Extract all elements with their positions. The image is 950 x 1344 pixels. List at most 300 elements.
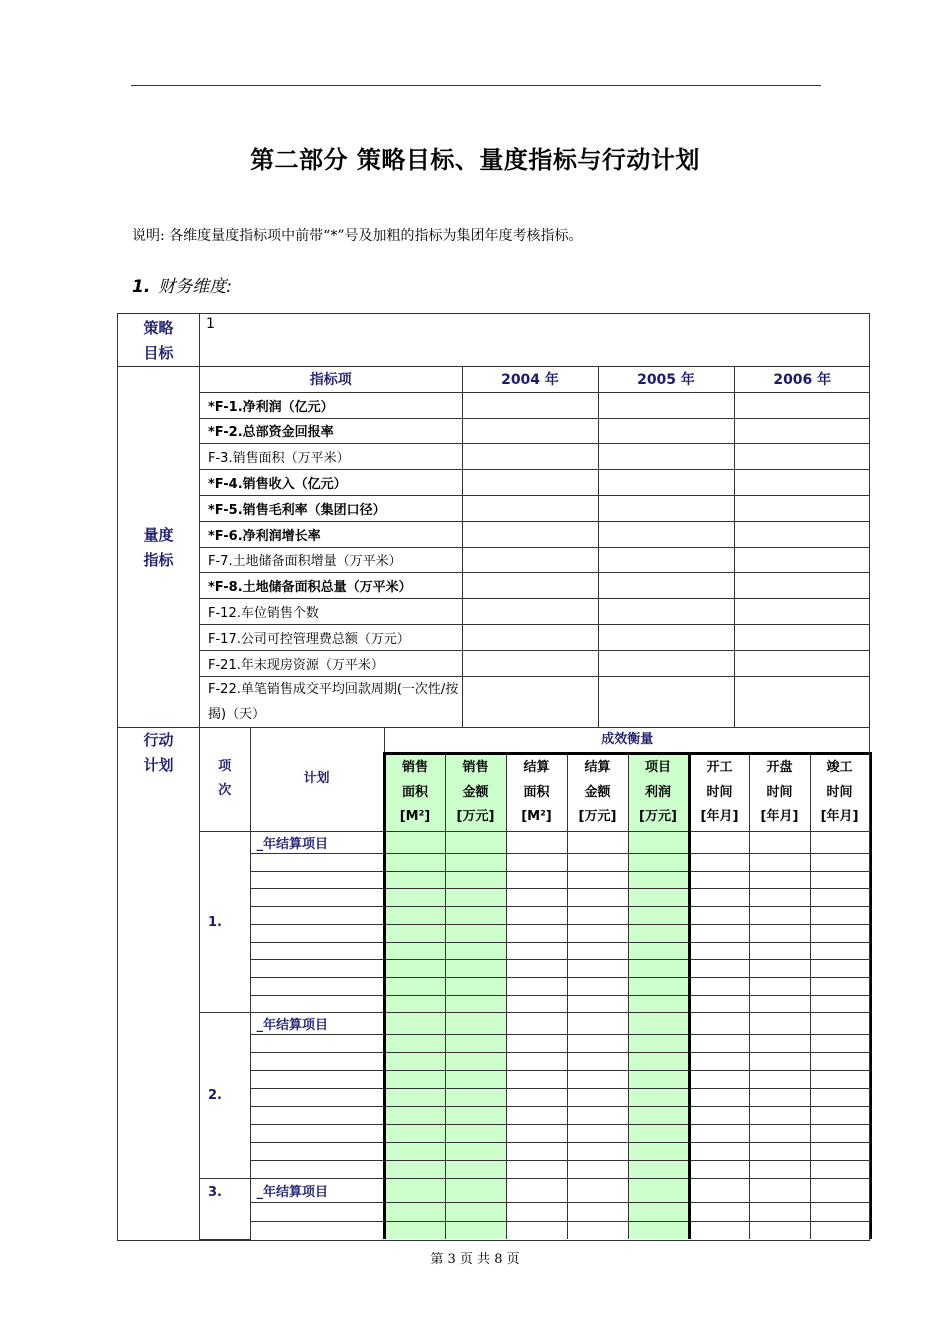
measure-cell[interactable]	[689, 871, 749, 889]
goal-value[interactable]: 1	[200, 314, 870, 367]
measure-cell[interactable]	[506, 1161, 567, 1179]
measure-cell[interactable]	[628, 942, 689, 960]
measure-cell[interactable]	[445, 871, 506, 889]
action-row	[200, 1161, 870, 1179]
action-row	[200, 924, 870, 942]
metric-row	[200, 521, 870, 547]
metric-cell[interactable]	[734, 573, 870, 599]
plan-cell[interactable]	[250, 1161, 384, 1179]
metric-row	[200, 392, 870, 418]
measure-cell[interactable]	[384, 1089, 445, 1107]
measure-cell[interactable]	[445, 1161, 506, 1179]
measure-cell[interactable]	[384, 1107, 445, 1125]
measure-cell[interactable]	[384, 1013, 445, 1035]
item-header-l2: 次	[218, 783, 232, 799]
measure-cell[interactable]	[445, 977, 506, 995]
measure-cell[interactable]	[810, 1125, 870, 1143]
measure-cell[interactable]	[384, 960, 445, 978]
measure-header-line: [年月]	[760, 809, 799, 825]
metric-cell[interactable]	[462, 521, 598, 547]
measure-cell[interactable]	[506, 1053, 567, 1071]
plan-cell[interactable]	[250, 1089, 384, 1107]
measure-cell[interactable]	[384, 1071, 445, 1089]
measure-cell[interactable]	[567, 1179, 628, 1203]
action-row	[200, 889, 870, 907]
measure-cell[interactable]	[506, 1221, 567, 1239]
measure-cell[interactable]	[567, 924, 628, 942]
measure-cell[interactable]	[810, 832, 870, 854]
measure-cell[interactable]	[810, 1179, 870, 1203]
measure-cell[interactable]	[628, 871, 689, 889]
measure-cell[interactable]	[628, 907, 689, 925]
measure-cell[interactable]	[445, 1013, 506, 1035]
metric-row	[200, 676, 870, 727]
measure-cell[interactable]	[445, 924, 506, 942]
plan-cell[interactable]	[250, 871, 384, 889]
measure-cell[interactable]	[567, 871, 628, 889]
plan-cell[interactable]	[250, 1107, 384, 1125]
measure-header	[506, 754, 567, 832]
measure-cell[interactable]	[384, 977, 445, 995]
plan-cell[interactable]	[250, 1035, 384, 1053]
metric-label: F-22.单笔销售成交平均回款周期(一次性/按揭)（天）	[200, 676, 462, 727]
action-label-l1: 行动	[143, 730, 174, 749]
measure-cell[interactable]	[689, 1203, 749, 1221]
measure-cell[interactable]	[445, 995, 506, 1013]
measure-cell[interactable]	[810, 1053, 870, 1071]
measure-cell[interactable]	[810, 1035, 870, 1053]
measure-cell[interactable]	[567, 907, 628, 925]
measure-cell[interactable]	[567, 832, 628, 854]
measure-cell[interactable]	[628, 1035, 689, 1053]
measure-cell[interactable]	[689, 942, 749, 960]
measure-cell[interactable]	[749, 832, 810, 854]
plan-title[interactable]: _年结算项目	[250, 1013, 384, 1035]
metric-cell[interactable]	[598, 573, 734, 599]
measure-header	[749, 754, 810, 832]
metric-cell[interactable]	[462, 444, 598, 470]
metric-cell[interactable]	[462, 624, 598, 650]
measure-cell[interactable]	[689, 1161, 749, 1179]
measure-header-line: 结算	[584, 760, 611, 776]
measure-cell[interactable]	[384, 1179, 445, 1203]
measure-header-line: [年月]	[820, 809, 859, 825]
metric-cell[interactable]	[598, 444, 734, 470]
metric-cell[interactable]	[462, 573, 598, 599]
measure-cell[interactable]	[689, 854, 749, 872]
measure-cell[interactable]	[384, 924, 445, 942]
measure-cell[interactable]	[384, 871, 445, 889]
measure-cell[interactable]	[445, 1035, 506, 1053]
measure-cell[interactable]	[810, 1107, 870, 1125]
measure-cell[interactable]	[384, 832, 445, 854]
measure-cell[interactable]	[628, 1013, 689, 1035]
measure-cell[interactable]	[506, 1013, 567, 1035]
measure-header-line: 结算	[523, 760, 550, 776]
measure-cell[interactable]	[689, 1221, 749, 1239]
measure-cell[interactable]	[749, 1107, 810, 1125]
metric-cell[interactable]	[598, 624, 734, 650]
metric-cell[interactable]	[734, 444, 870, 470]
measure-cell[interactable]	[749, 1053, 810, 1071]
measure-cell[interactable]	[445, 1071, 506, 1089]
measure-cell[interactable]	[689, 924, 749, 942]
measure-cell[interactable]	[384, 854, 445, 872]
measure-header-line: 项目	[644, 760, 671, 776]
metric-cell[interactable]	[734, 418, 870, 444]
measure-cell[interactable]	[628, 977, 689, 995]
metric-cell[interactable]	[734, 599, 870, 625]
metric-cell[interactable]	[734, 495, 870, 521]
measure-cell[interactable]	[506, 1125, 567, 1143]
measure-cell[interactable]	[384, 995, 445, 1013]
measure-cell[interactable]	[749, 871, 810, 889]
metric-cell[interactable]	[462, 418, 598, 444]
measure-cell[interactable]	[384, 1143, 445, 1161]
measure-cell[interactable]	[749, 907, 810, 925]
metric-row	[200, 418, 870, 444]
action-row	[200, 1125, 870, 1143]
measure-cell[interactable]	[628, 924, 689, 942]
metric-cell[interactable]	[598, 521, 734, 547]
measure-cell[interactable]	[628, 1143, 689, 1161]
metric-cell[interactable]	[734, 470, 870, 496]
plan-cell[interactable]	[250, 1071, 384, 1089]
action-row	[200, 942, 870, 960]
plan-cell[interactable]	[250, 942, 384, 960]
measure-header	[384, 754, 445, 832]
measure-cell[interactable]	[810, 889, 870, 907]
measure-cell[interactable]	[506, 977, 567, 995]
plan-cell[interactable]	[250, 1143, 384, 1161]
measure-cell[interactable]	[749, 1071, 810, 1089]
measure-cell[interactable]	[749, 1013, 810, 1035]
measure-cell[interactable]	[628, 854, 689, 872]
action-row	[200, 1089, 870, 1107]
measure-cell[interactable]	[628, 1071, 689, 1089]
action-table	[200, 728, 872, 1240]
measure-cell[interactable]	[749, 977, 810, 995]
measure-cell[interactable]	[810, 1221, 870, 1239]
measure-cell[interactable]	[689, 832, 749, 854]
metric-row	[200, 495, 870, 521]
metric-label: F-7.土地储备面积增量（万平米）	[200, 547, 462, 573]
measure-header-line: 开盘	[766, 760, 793, 776]
action-row	[200, 832, 870, 854]
metrics-label-l2: 指标	[143, 550, 174, 569]
metric-cell[interactable]	[462, 650, 598, 676]
measure-cell[interactable]	[567, 1089, 628, 1107]
metric-cell[interactable]	[598, 599, 734, 625]
measure-cell[interactable]	[506, 832, 567, 854]
action-row	[200, 995, 870, 1013]
action-label	[118, 727, 200, 1240]
measure-cell[interactable]	[567, 1221, 628, 1239]
measure-cell[interactable]	[384, 907, 445, 925]
note-text: 说明: 各维度量度指标项中前带“*”号及加粗的指标为集团年度考核指标。	[132, 228, 583, 244]
measure-cell[interactable]	[810, 1089, 870, 1107]
measure-cell[interactable]	[689, 1071, 749, 1089]
plan-cell[interactable]	[250, 889, 384, 907]
measure-cell[interactable]	[567, 1203, 628, 1221]
measure-cell[interactable]	[810, 1203, 870, 1221]
measure-cell[interactable]	[445, 854, 506, 872]
metric-cell[interactable]	[462, 547, 598, 573]
header-rule	[131, 85, 821, 86]
measure-cell[interactable]	[749, 1161, 810, 1179]
measure-cell[interactable]	[749, 1125, 810, 1143]
action-row	[200, 1203, 870, 1221]
measure-header-line: 销售	[401, 760, 428, 776]
measure-cell[interactable]	[749, 1203, 810, 1221]
metric-label: F-3.销售面积（万平米）	[200, 444, 462, 470]
measure-cell[interactable]	[506, 995, 567, 1013]
measure-cell[interactable]	[445, 907, 506, 925]
metric-row	[200, 444, 870, 470]
section-title: 财务维度:	[158, 277, 233, 297]
metric-cell[interactable]	[462, 495, 598, 521]
measure-cell[interactable]	[506, 1143, 567, 1161]
plan-cell[interactable]	[250, 854, 384, 872]
measure-cell[interactable]	[567, 1143, 628, 1161]
plan-title[interactable]: _年结算项目	[250, 832, 384, 854]
item-header	[200, 728, 250, 832]
measure-cell[interactable]	[445, 1089, 506, 1107]
measure-cell[interactable]	[445, 1125, 506, 1143]
action-row	[200, 871, 870, 889]
measure-cell[interactable]	[445, 960, 506, 978]
measure-cell[interactable]	[445, 1107, 506, 1125]
plan-cell[interactable]	[250, 1053, 384, 1071]
measure-cell[interactable]	[445, 832, 506, 854]
metric-cell[interactable]	[462, 470, 598, 496]
measure-header	[567, 754, 628, 832]
measure-cell[interactable]	[384, 1125, 445, 1143]
measure-cell[interactable]	[628, 1125, 689, 1143]
measure-cell[interactable]	[628, 1107, 689, 1125]
measure-cell[interactable]	[384, 1221, 445, 1239]
plan-cell[interactable]	[250, 1203, 384, 1221]
page-footer: 第 3 页 共 8 页	[430, 1252, 520, 1267]
measure-cell[interactable]	[506, 1089, 567, 1107]
measure-cell[interactable]	[628, 1053, 689, 1071]
measure-cell[interactable]	[567, 942, 628, 960]
section-number: 1.	[132, 277, 151, 297]
metric-label: *F-6.净利润增长率	[200, 521, 462, 547]
measure-cell[interactable]	[445, 1221, 506, 1239]
metric-row	[200, 650, 870, 676]
measure-header-line: 时间	[706, 784, 733, 800]
metric-cell[interactable]	[598, 495, 734, 521]
measure-cell[interactable]	[810, 995, 870, 1013]
measure-cell[interactable]	[445, 889, 506, 907]
metric-row	[200, 599, 870, 625]
measure-cell[interactable]	[749, 1179, 810, 1203]
metric-cell[interactable]	[598, 418, 734, 444]
metric-label: *F-1.净利润（亿元）	[200, 392, 462, 418]
measure-cell[interactable]	[384, 1161, 445, 1179]
measure-cell[interactable]	[567, 1161, 628, 1179]
measure-cell[interactable]	[628, 889, 689, 907]
metric-cell[interactable]	[734, 650, 870, 676]
measure-cell[interactable]	[506, 1107, 567, 1125]
measure-cell[interactable]	[749, 942, 810, 960]
measure-cell[interactable]	[567, 1071, 628, 1089]
metric-cell[interactable]	[462, 676, 598, 727]
measure-cell[interactable]	[506, 889, 567, 907]
measure-cell[interactable]	[810, 1071, 870, 1089]
measure-cell[interactable]	[567, 1107, 628, 1125]
measure-header	[810, 754, 870, 832]
measure-cell[interactable]	[628, 995, 689, 1013]
measure-cell[interactable]	[506, 942, 567, 960]
measure-cell[interactable]	[506, 1179, 567, 1203]
metric-cell[interactable]	[462, 599, 598, 625]
measure-cell[interactable]	[445, 1053, 506, 1071]
measure-cell[interactable]	[567, 1035, 628, 1053]
measure-cell[interactable]	[384, 1053, 445, 1071]
plan-cell[interactable]	[250, 924, 384, 942]
measure-cell[interactable]	[628, 1221, 689, 1239]
measure-cell[interactable]	[689, 1125, 749, 1143]
metrics-header-2005: 2005 年	[598, 367, 734, 392]
measure-cell[interactable]	[810, 960, 870, 978]
action-label-l2: 计划	[143, 755, 174, 774]
metric-cell[interactable]	[734, 521, 870, 547]
plan-cell[interactable]	[250, 907, 384, 925]
measure-cell[interactable]	[749, 1089, 810, 1107]
measure-cell[interactable]	[628, 832, 689, 854]
measure-cell[interactable]	[628, 1161, 689, 1179]
measure-cell[interactable]	[567, 1125, 628, 1143]
measure-cell[interactable]	[810, 907, 870, 925]
measure-cell[interactable]	[506, 871, 567, 889]
measure-cell[interactable]	[567, 854, 628, 872]
measure-cell[interactable]	[628, 1089, 689, 1107]
measure-cell[interactable]	[689, 960, 749, 978]
action-row	[200, 1221, 870, 1239]
measure-cell[interactable]	[506, 907, 567, 925]
measure-header-line: 时间	[826, 784, 853, 800]
measure-cell[interactable]	[384, 889, 445, 907]
plan-cell[interactable]	[250, 977, 384, 995]
measure-cell[interactable]	[810, 977, 870, 995]
measure-cell[interactable]	[749, 924, 810, 942]
measure-cell[interactable]	[689, 977, 749, 995]
measure-cell[interactable]	[689, 907, 749, 925]
measure-cell[interactable]	[628, 1179, 689, 1203]
measure-cell[interactable]	[749, 889, 810, 907]
metric-cell[interactable]	[598, 392, 734, 418]
measure-cell[interactable]	[628, 1203, 689, 1221]
measure-cell[interactable]	[384, 1035, 445, 1053]
measure-cell[interactable]	[567, 1053, 628, 1071]
plan-title[interactable]: _年结算项目	[250, 1179, 384, 1203]
plan-cell[interactable]	[250, 1221, 384, 1239]
measure-cell[interactable]	[689, 1013, 749, 1035]
metric-cell[interactable]	[598, 470, 734, 496]
measure-cell[interactable]	[810, 854, 870, 872]
measure-cell[interactable]	[810, 1161, 870, 1179]
measure-cell[interactable]	[445, 942, 506, 960]
metric-label: *F-2.总部资金回报率	[200, 418, 462, 444]
measure-cell[interactable]	[445, 1203, 506, 1221]
measure-cell[interactable]	[567, 960, 628, 978]
measure-cell[interactable]	[506, 1203, 567, 1221]
measure-cell[interactable]	[749, 1221, 810, 1239]
measure-cell[interactable]	[506, 960, 567, 978]
measure-cell[interactable]	[689, 1107, 749, 1125]
measure-cell[interactable]	[810, 924, 870, 942]
measure-cell[interactable]	[689, 1035, 749, 1053]
measure-cell[interactable]	[749, 854, 810, 872]
section-heading	[132, 272, 232, 297]
measure-cell[interactable]	[689, 1053, 749, 1071]
measure-header-line: 面积	[523, 784, 550, 800]
measure-cell[interactable]	[445, 1179, 506, 1203]
metric-cell[interactable]	[598, 650, 734, 676]
measure-cell[interactable]	[506, 924, 567, 942]
metric-cell[interactable]	[734, 392, 870, 418]
measure-cell[interactable]	[384, 1203, 445, 1221]
measure-cell[interactable]	[810, 942, 870, 960]
measure-cell[interactable]	[689, 1143, 749, 1161]
metric-label: *F-8.土地储备面积总量（万平米）	[200, 573, 462, 599]
strategy-table	[117, 313, 870, 1241]
measure-cell[interactable]	[749, 960, 810, 978]
measure-cell[interactable]	[506, 854, 567, 872]
metric-cell[interactable]	[598, 676, 734, 727]
measure-cell[interactable]	[384, 942, 445, 960]
measure-cell[interactable]	[749, 1035, 810, 1053]
measure-cell[interactable]	[749, 995, 810, 1013]
plan-cell[interactable]	[250, 1125, 384, 1143]
metric-cell[interactable]	[734, 547, 870, 573]
plan-cell[interactable]	[250, 995, 384, 1013]
measure-header-line: 竣工	[826, 760, 853, 776]
measure-cell[interactable]	[749, 1143, 810, 1161]
measure-cell[interactable]	[567, 1013, 628, 1035]
action-row	[200, 1013, 870, 1035]
measure-header-line: 时间	[766, 784, 793, 800]
measure-header-line: [年月]	[700, 809, 739, 825]
measure-cell[interactable]	[689, 1179, 749, 1203]
metric-cell[interactable]	[734, 676, 870, 727]
measure-header-line: [M²]	[399, 809, 431, 825]
metric-cell[interactable]	[734, 624, 870, 650]
measure-cell[interactable]	[628, 960, 689, 978]
measure-header	[628, 754, 689, 832]
measure-cell[interactable]	[567, 889, 628, 907]
action-row	[200, 1179, 870, 1203]
effect-header: 成效衡量	[384, 728, 870, 754]
metric-cell[interactable]	[462, 392, 598, 418]
measure-cell[interactable]	[506, 1071, 567, 1089]
metric-cell[interactable]	[598, 547, 734, 573]
measure-cell[interactable]	[810, 1143, 870, 1161]
measure-cell[interactable]	[810, 1013, 870, 1035]
measure-cell[interactable]	[689, 1089, 749, 1107]
measure-cell[interactable]	[445, 1143, 506, 1161]
measure-cell[interactable]	[689, 995, 749, 1013]
measure-cell[interactable]	[810, 871, 870, 889]
measure-cell[interactable]	[689, 889, 749, 907]
measure-cell[interactable]	[567, 977, 628, 995]
plan-cell[interactable]	[250, 960, 384, 978]
item-number: 3.	[200, 1179, 250, 1240]
measure-cell[interactable]	[567, 995, 628, 1013]
measure-cell[interactable]	[506, 1035, 567, 1053]
